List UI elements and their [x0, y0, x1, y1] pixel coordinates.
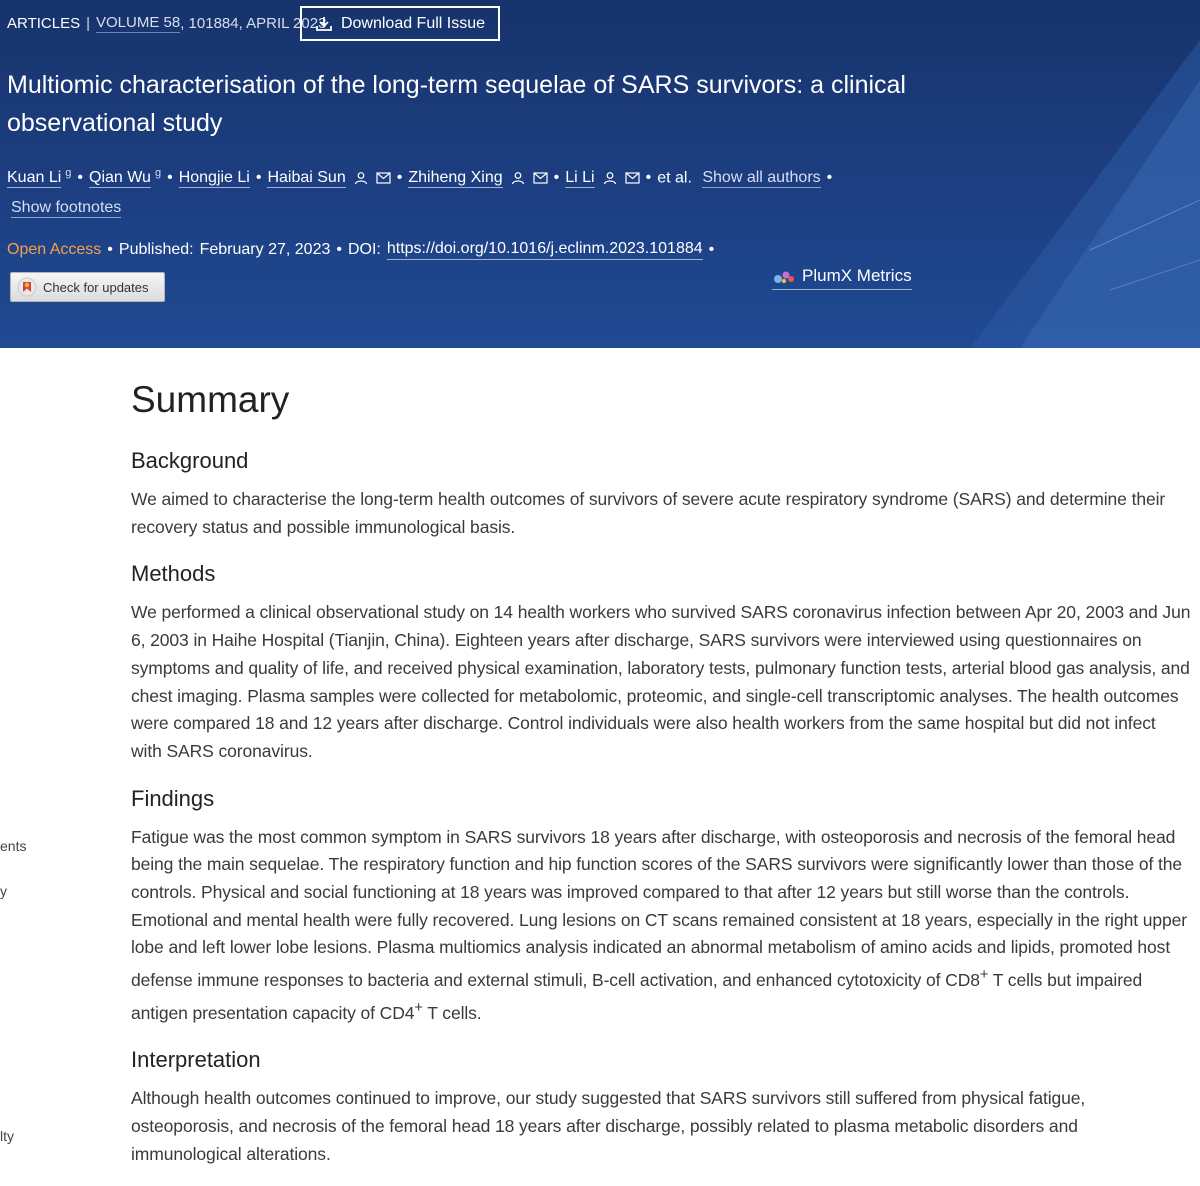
article-header: [0, 0, 1200, 348]
author-list: [7, 158, 887, 223]
author-bullet: •: [77, 169, 83, 187]
author-footnote-mark[interactable]: g: [65, 167, 72, 179]
person-icon[interactable]: [603, 171, 617, 185]
author-footnote-mark[interactable]: g: [154, 167, 162, 179]
meta-separator: |: [86, 15, 90, 32]
person-icon[interactable]: [354, 171, 368, 185]
findings-text-part: Fatigue was the most common symptom in SARS survivors 18 years after discharge, with osteoporosis and necrosis of the femoral head being the main sequelae. The respiratory function and hip function scores of the SARS survivors were significantly lower than those of the controls. Physical and social functioning at 18 years was improved compared to that after 12 years but still worse than the controls. Emotional and mental health were fully recovered. Lung lesions on CT scans remained consistent at 18 years, especially in the right upper lobe and left lower lobe lesions. Plasma multiomics analysis indicated an abnormal metabolism of amino acids and lipids, promoted host defense immune responses to bacteria and external stimuli, B-cell activation, and enhanced cytotoxicity of CD8: [131, 826, 1188, 990]
person-icon[interactable]: [511, 171, 525, 185]
show-all-authors-link[interactable]: Show all authors: [702, 169, 821, 187]
author-bullet: •: [167, 169, 173, 187]
show-footnotes-link[interactable]: Show footnotes: [11, 199, 122, 217]
background-text: We aimed to characterise the long-term health outcomes of survivors of severe acute respiratory syndrome (SARS) and determine their recovery status and possible immunological basis.: [131, 489, 1166, 537]
author-link[interactable]: Hongjie Li: [178, 169, 250, 187]
author-bullet: •: [553, 169, 560, 187]
author-bullet: •: [396, 169, 403, 187]
doi-label: DOI:: [347, 241, 381, 258]
article-title: Multiomic characterisation of the long-term sequelae of SARS survivors: a clinical observational study: [7, 71, 906, 137]
email-icon[interactable]: [376, 172, 391, 184]
author-link[interactable]: Haibai Sun: [267, 169, 346, 187]
et-al-label: et al.: [657, 169, 692, 187]
plumx-label: PlumX Metrics: [802, 266, 912, 285]
decorative-graphic: [960, 40, 1200, 348]
email-icon[interactable]: [533, 172, 548, 184]
interpretation-heading: Interpretation: [131, 1047, 261, 1073]
methods-heading: Methods: [131, 561, 216, 587]
superscript-plus: +: [414, 999, 423, 1016]
plumx-icon: [772, 266, 796, 286]
author-bullet: •: [255, 169, 262, 187]
findings-heading: Findings: [131, 785, 215, 811]
check-for-updates-button[interactable]: [10, 272, 165, 302]
doi-link[interactable]: https://doi.org/10.1016/j.eclinm.2023.101884: [387, 240, 703, 260]
sidebar-item-fragment[interactable]: y: [0, 883, 7, 899]
sidebar-item-fragment[interactable]: ents: [0, 838, 27, 854]
published-date: February 27, 2023: [199, 241, 331, 258]
section-label: ARTICLES: [7, 15, 81, 32]
info-bullet: •: [336, 241, 342, 258]
download-icon: [315, 15, 333, 33]
author-link[interactable]: Qian Wu: [89, 169, 151, 187]
published-label: Published:: [118, 241, 194, 258]
background-heading: Background: [131, 448, 249, 473]
findings-text-part: T cells but impaired antigen presentation capacity of CD4: [131, 969, 1143, 1023]
summary-section: [131, 372, 1191, 1186]
interpretation-text: Although health outcomes continued to improve, our study suggested that SARS survivors still suffered from physical fatigue, osteoporosis, and necrosis of the femoral head 18 years after discharge, possibly related to plasma metabolic disorders and immunological alterations.: [131, 1088, 1086, 1164]
superscript-plus: +: [979, 967, 989, 984]
plumx-metrics-link[interactable]: [772, 266, 912, 290]
download-label: Download Full Issue: [340, 14, 486, 32]
crossmark-icon: [17, 277, 37, 297]
email-icon[interactable]: [625, 172, 640, 184]
publication-info: [7, 240, 720, 260]
summary-heading: Summary: [131, 379, 290, 420]
volume-link[interactable]: VOLUME 58: [96, 14, 181, 31]
author-bullet: •: [826, 169, 833, 187]
download-full-issue-button[interactable]: [300, 6, 500, 41]
info-bullet: •: [708, 241, 715, 258]
methods-text: We performed a clinical observational study on 14 health workers who survived SARS coronavirus infection between Apr 20, 2003 and Jun 6, 2003 in Haihe Hospital (Tianjin, China). Eighteen years after discharge, SARS survivors were interviewed using questionnaires on symptoms and quality of life, and received physical examination, laboratory tests, pulmonary function tests, arterial blood gas analysis, and chest imaging. Plasma samples were collected for metabolomic, proteomic, and single-cell transcriptomic analyses. The health outcomes were compared 18 and 12 years after discharge. Control individuals were also health workers from the same hospital but did not infect with SARS coronavirus.: [131, 602, 1191, 761]
info-bullet: •: [107, 241, 113, 258]
issue-details: , 101884, APRIL 2023: [180, 15, 327, 32]
author-link[interactable]: Zhiheng Xing: [408, 169, 503, 187]
findings-text-part: T cells.: [422, 1002, 482, 1023]
author-link[interactable]: Kuan Li: [7, 169, 62, 187]
open-access-badge: Open Access: [7, 241, 102, 258]
check-updates-label: Check for updates: [43, 279, 149, 295]
author-link[interactable]: Li Li: [565, 169, 595, 187]
issue-meta: [7, 14, 326, 33]
findings-text: [131, 824, 1191, 1028]
sidebar-item-fragment[interactable]: lty: [0, 1128, 14, 1144]
author-bullet: •: [645, 169, 652, 187]
